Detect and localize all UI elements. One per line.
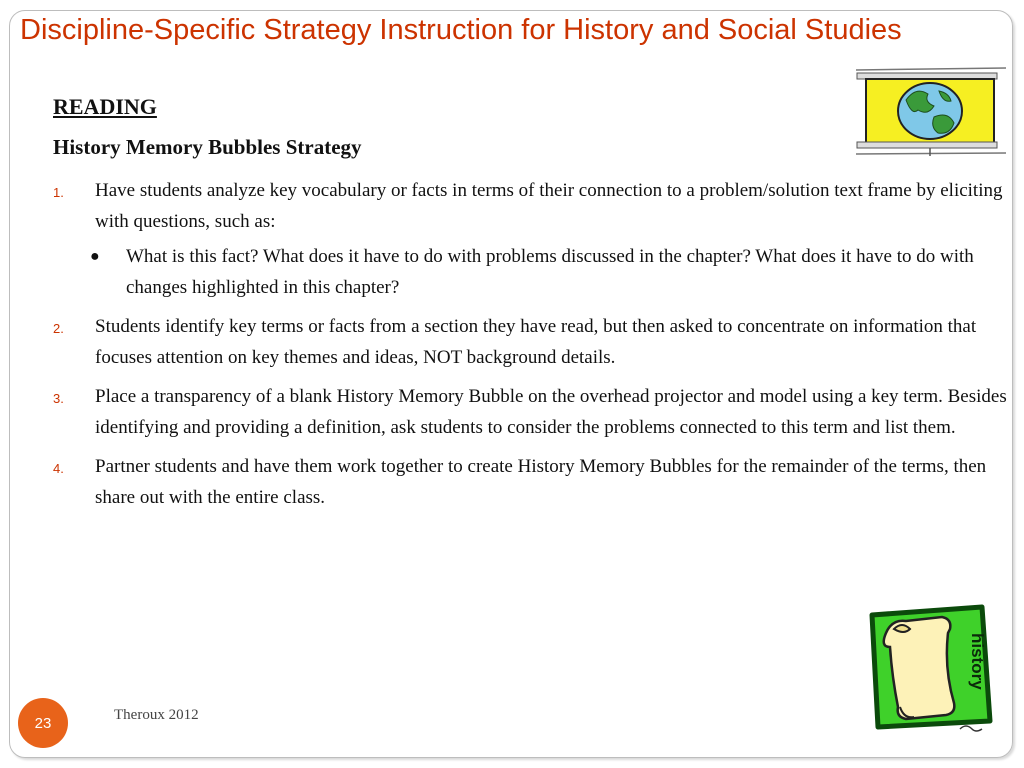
- step-number: 1.: [53, 185, 64, 200]
- slide-title: Discipline-Specific Strategy Instruction for History and Social Studies: [20, 14, 902, 46]
- strategy-title: History Memory Bubbles Strategy: [53, 135, 362, 159]
- page-number: 23: [34, 714, 52, 732]
- list-item: [53, 381, 1013, 443]
- step-number: 2.: [53, 321, 64, 336]
- step-text: Place a transparency of a blank History Memory Bubble on the overhead projector and model using a key term. Besides identifying and providing a definition, ask students to consider the problems connected to this term and list them.: [95, 386, 1007, 438]
- history-scroll-icon: [864, 603, 994, 735]
- steps-list: [53, 175, 1013, 521]
- sub-bullet-item: [53, 241, 1013, 303]
- list-item: [53, 451, 1013, 513]
- step-text: Partner students and have them work together to create History Memory Bubbles for the remainder of the terms, then share out with the entire class.: [95, 456, 987, 508]
- section-heading: READING: [53, 94, 157, 119]
- list-item: [53, 175, 1013, 237]
- step-text: Have students analyze key vocabulary or facts in terms of their connection to a problem/solution text frame by eliciting with questions, such as:: [95, 180, 1003, 232]
- list-item: [53, 311, 1013, 373]
- step-number: 3.: [53, 391, 64, 406]
- page-number-badge: [18, 698, 68, 748]
- step-text: Students identify key terms or facts from a section they have read, but then asked to concentrate on information that focuses attention on key themes and ideas, NOT background details.: [95, 316, 977, 368]
- bullet-text: What is this fact? What does it have to do with problems discussed in the chapter? What does it have to do with changes highlighted in this chapter?: [126, 246, 974, 298]
- bullet-dot-icon: ●: [90, 248, 100, 265]
- globe-projector-screen-icon: [854, 65, 1008, 157]
- scroll-label: history: [968, 633, 987, 690]
- step-number: 4.: [53, 461, 64, 476]
- footer-credit: Theroux 2012: [114, 707, 199, 723]
